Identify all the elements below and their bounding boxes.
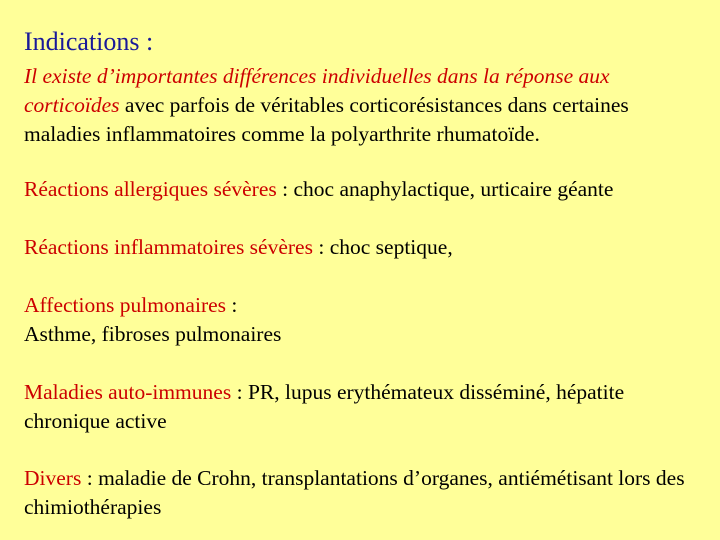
indication-body: choc septique, — [329, 235, 453, 259]
indication-separator: : — [231, 380, 248, 404]
indication-misc — [24, 464, 704, 522]
intro-rest-text: avec parfois de véritables corticorésistances dans certaines maladies inflammatoires comme la polyarthrite rhumatoïde. — [24, 93, 629, 146]
indication-heading: Réactions allergiques sévères — [24, 177, 277, 201]
indication-body: maladie de Crohn, transplantations d’organes, antiémétisant lors des chimiothérapies — [24, 466, 685, 519]
indication-body: Asthme, fibroses pulmonaires — [24, 322, 282, 346]
indication-heading: Maladies auto-immunes — [24, 380, 232, 404]
indication-inflammatory — [24, 233, 704, 262]
indication-heading: Divers — [24, 466, 82, 490]
slide-title: Indications : — [24, 27, 154, 56]
indication-allergic — [24, 175, 704, 204]
indication-autoimmune — [24, 378, 704, 436]
indication-pulmonary — [24, 291, 704, 349]
indication-body: choc anaphylactique, urticaire géante — [293, 177, 614, 201]
intro-italic-text: Il existe d’importantes différences individuelles dans la réponse aux corticoïdes — [24, 64, 610, 117]
indication-separator: : — [226, 293, 238, 317]
indication-body: PR, lupus erythémateux disséminé, hépatite chronique active — [24, 380, 625, 433]
indication-separator: : — [81, 466, 99, 490]
indication-heading: Affections pulmonaires — [24, 293, 227, 317]
indication-separator: : — [312, 235, 330, 259]
indication-separator: : — [276, 177, 294, 201]
indication-heading: Réactions inflammatoires sévères — [24, 235, 313, 259]
intro-paragraph — [24, 62, 704, 149]
